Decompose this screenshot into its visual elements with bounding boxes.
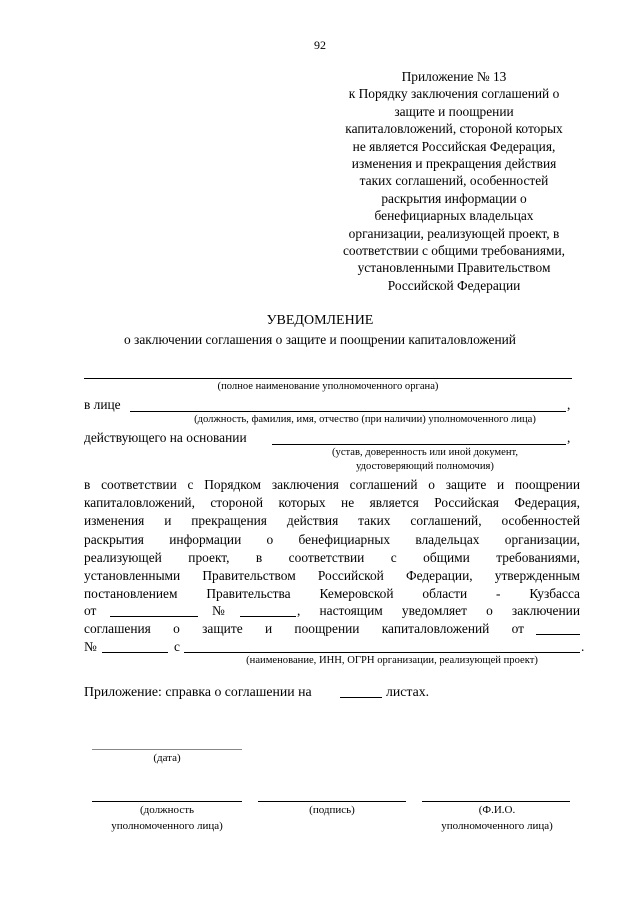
full-name-label-line2: уполномоченного лица) — [441, 820, 553, 832]
with-label: с — [174, 639, 180, 654]
agreement-number-field[interactable] — [102, 652, 168, 653]
decree-date-field[interactable] — [110, 616, 198, 617]
appendix-line: бенефициарных владельцах — [374, 208, 534, 224]
full-name-label-line1: (Ф.И.О. — [478, 804, 516, 816]
notifies-text: , настоящим уведомляет о заключении — [297, 603, 580, 618]
in-person-label: в лице — [84, 397, 121, 412]
appendix-line: таких соглашений, особенностей — [359, 173, 549, 189]
organization-field[interactable] — [184, 652, 580, 653]
appendix-line: установленными Правительством — [357, 260, 551, 276]
basis-label: действующего на основании — [84, 430, 247, 445]
position-label-line1: (должность — [139, 804, 195, 816]
document-subtitle: о заключении соглашения о защите и поощрении капиталовложений — [124, 332, 516, 347]
agreement-date-field[interactable] — [536, 634, 580, 635]
body-line: реализующей проект, в соответствии с общими требованиями, — [84, 549, 580, 565]
date-label: (дата) — [153, 752, 181, 764]
full-name-field[interactable] — [422, 801, 570, 802]
basis-hint-line2: удостоверяющий полномочия) — [356, 461, 494, 472]
body-line: в соответствии с Порядком заключения соглашений о защите и поощрении — [84, 477, 580, 492]
person-field[interactable] — [130, 411, 566, 412]
decree-number-label: № — [212, 603, 225, 618]
appendix-line: изменения и прекращения действия — [351, 156, 557, 172]
organization-hint: (наименование, ИНН, ОГРН организации, реализующей проект) — [246, 655, 538, 666]
appendix-line: соответствии с общими требованиями, — [342, 243, 565, 259]
document-title: УВЕДОМЛЕНИЕ — [266, 313, 374, 328]
person-hint: (должность, фамилия, имя, отчество (при наличии) уполномоченного лица) — [194, 414, 536, 425]
position-field[interactable] — [92, 801, 242, 802]
attachment-suffix: листах. — [386, 684, 430, 699]
body-line: установленными Правительством Российской Федерации, утвержденным — [84, 567, 580, 583]
attachment-prefix: Приложение: справка о соглашении на — [84, 684, 312, 699]
appendix-line: организации, реализующей проект, в — [348, 225, 560, 241]
date-field[interactable] — [92, 749, 242, 750]
body-line: изменения и прекращения действия таких соглашений, особенностей — [84, 513, 580, 529]
organ-name-hint: (полное наименование уполномоченного органа) — [217, 381, 439, 392]
attachment-sheets-field[interactable] — [340, 697, 382, 698]
appendix-line: к Порядку заключения соглашений о — [348, 86, 560, 102]
appendix-line: капиталовложений, стороной которых — [345, 121, 563, 137]
agreement-text: соглашения о защите и поощрении капиталовложений от — [84, 621, 524, 636]
body-line: раскрытия информации о бенефициарных владельцах организации, — [84, 531, 580, 547]
body-line: капиталовложений, стороной которых не является Российская Федерация, — [84, 495, 580, 511]
basis-field[interactable] — [272, 444, 566, 445]
agreement-number-label: № — [84, 639, 97, 654]
organ-name-field[interactable] — [84, 378, 572, 379]
appendix-line: Приложение № 13 — [401, 69, 507, 84]
person-comma: , — [567, 397, 571, 412]
appendix-line: не является Российская Федерация, — [352, 138, 556, 154]
page-number: 92 — [314, 38, 326, 52]
body-line: постановлением Правительства Кемеровской области - Кузбасса — [84, 586, 580, 602]
signature-field[interactable] — [258, 801, 406, 802]
appendix-line: раскрытия информации о — [381, 190, 527, 206]
signature-label: (подпись) — [309, 804, 355, 816]
basis-comma: , — [567, 430, 571, 445]
decree-number-field[interactable] — [240, 616, 296, 617]
notification-body — [84, 476, 580, 603]
appendix-reference — [318, 68, 590, 294]
appendix-line: Российской Федерации — [387, 277, 521, 293]
position-label-line2: уполномоченного лица) — [111, 820, 223, 832]
decree-from-label: от — [84, 603, 97, 618]
basis-hint-line1: (устав, доверенность или иной документ, — [332, 447, 518, 458]
appendix-line: защите и поощрении — [394, 103, 514, 119]
line-end-period: . — [581, 639, 585, 654]
